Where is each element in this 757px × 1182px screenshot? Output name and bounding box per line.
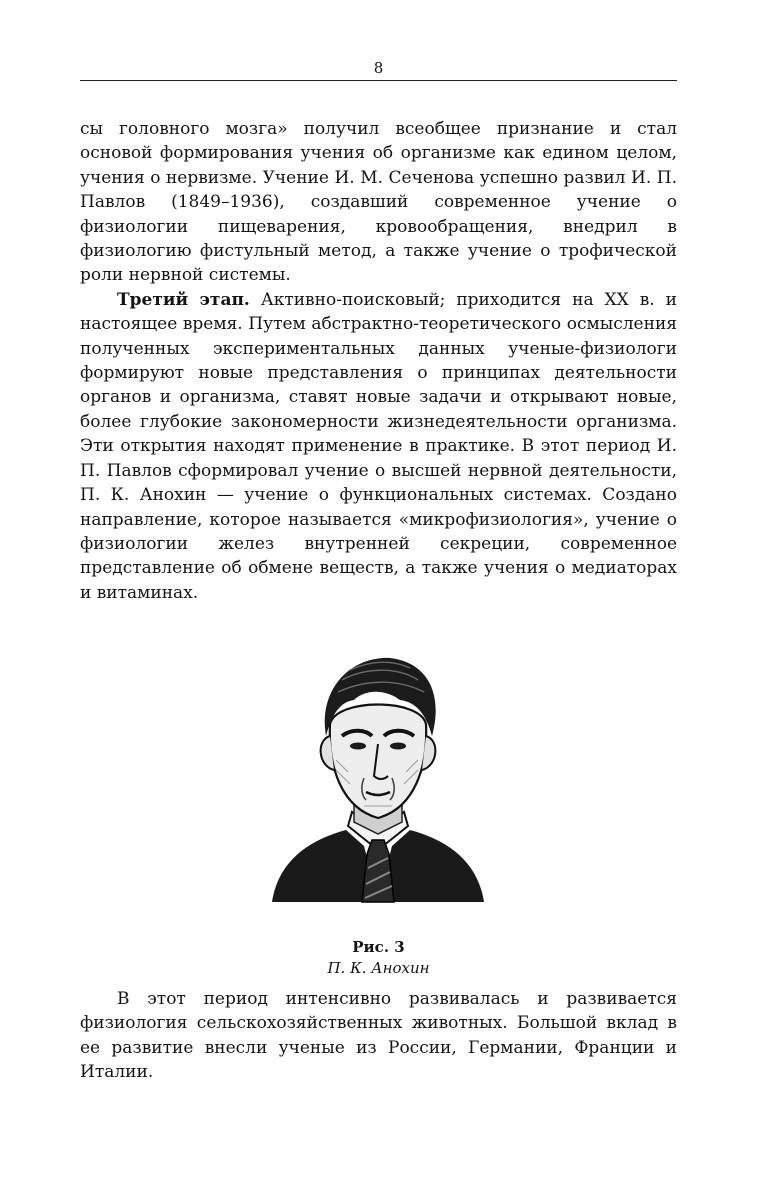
header-rule (80, 80, 677, 81)
paragraph-1: сы головного мозга» получил всеобщее признание и стал основой формирования учения об организме как едином целом, учения о нервизме. Учение И. М. Сеченова успешно развил И. П. Павлов (1849–1936), создавший современное учение о физиологии пищеварения, кровообращения, внедрил в физиологию фистульный метод, а также учение о трофической роли нервной системы. (80, 119, 677, 286)
paragraph-2-lead: Третий этап. (117, 289, 250, 310)
text-block-lower (80, 987, 677, 1085)
figure-caption-name: П. К. Анохин (327, 959, 430, 977)
paragraph-2-text: Активно-поисковый; приходится на XX в. и настоящее время. Путем абстрактно-теоретического осмысления полученных экспериментальных данных ученые-физиологи формируют новые представления о принципах деятельности органов и организма, ставят новые задачи и открывают новые, более глубокие закономерности жизнедеятельности организма. Эти открытия находят применение в практике. В этот период И. П. Павлов сформировал учение о высшей нервной деятельности, П. К. Анохин — учение о функциональных системах. Создано направление, которое называется «микрофизиология», учение о физиологии желез внутренней секреции, современное представление об обмене веществ, а также учения о медиаторах и витаминах. (80, 289, 677, 603)
paragraph-2 (80, 288, 677, 605)
page-number: 8 (373, 59, 384, 77)
portrait-illustration (268, 640, 488, 920)
portrait-face (330, 705, 426, 819)
figure-caption (80, 937, 677, 979)
text-block-upper (80, 117, 677, 605)
paragraph-3: В этот период интенсивно развивалась и развивается физиология сельскохозяйственных животных. Большой вклад в ее развитие внесли ученые из России, Германии, Франции и Италии. (80, 989, 677, 1083)
figure-number: Рис. 3 (352, 938, 405, 956)
portrait-figure (268, 640, 488, 920)
